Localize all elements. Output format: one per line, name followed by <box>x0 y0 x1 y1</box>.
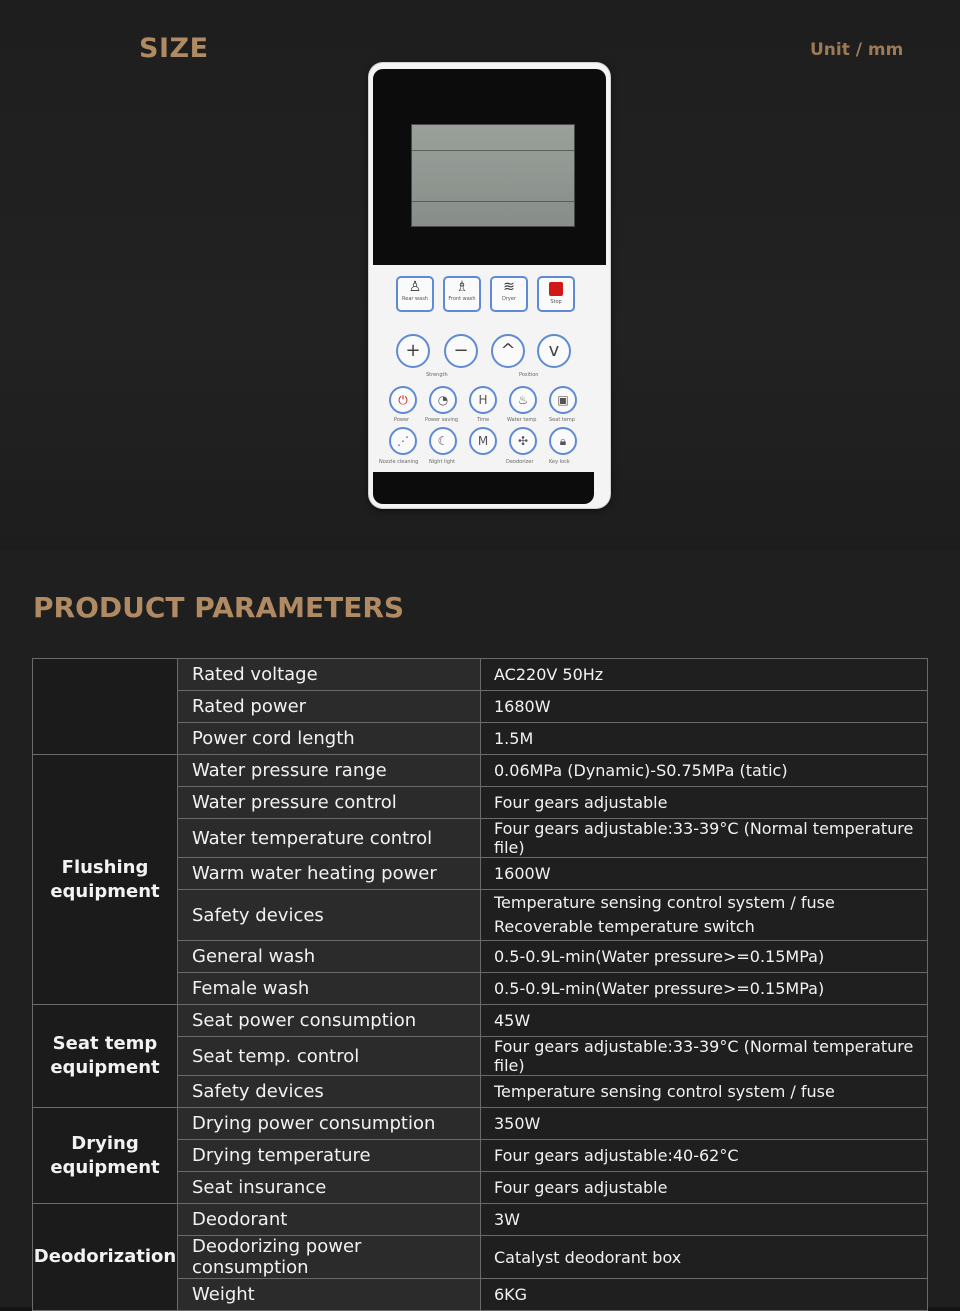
power-icon: ⏻ <box>389 386 417 414</box>
remote-control-image: ♙ Rear wash ♗ Front wash ≋ Dryer Stop + − ^ v Strength Position ⏻ ◔ H ♨ ▣ Power Power saving Time Water temp Seat temp ⋰ ☾ M ✣ 🔒︎ Nozzle cleaning Night light Deodorizer Key lock <box>369 63 610 508</box>
table-row: Drying temperature Four gears adjustable:40-62°C <box>33 1140 928 1172</box>
dryer-button: ≋ Dryer <box>490 276 528 312</box>
table-row: Power cord length 1.5M <box>33 723 928 755</box>
table-row: Water temperature control Four gears adjustable:33-39°C (Normal temperature file) <box>33 819 928 858</box>
table-row: Rated power 1680W <box>33 691 928 723</box>
category-cell <box>33 659 178 755</box>
deodorizer-icon: ✣ <box>509 427 537 455</box>
table-row: Seat insurance Four gears adjustable <box>33 1172 928 1204</box>
table-row: Seat temp equipment Seat power consumption 45W <box>33 1005 928 1037</box>
water-temp-icon: ♨ <box>509 386 537 414</box>
stop-button: Stop <box>537 276 575 312</box>
m-button: M <box>469 427 497 455</box>
table-row: Water pressure control Four gears adjustable <box>33 787 928 819</box>
position-label: Position <box>519 372 539 378</box>
plus-button: + <box>396 334 430 368</box>
table-row: Seat temp. control Four gears adjustable:33-39°C (Normal temperature file) <box>33 1037 928 1076</box>
table-row: Flushing equipment Water pressure range 0.06MPa (Dynamic)-S0.75MPa (tatic) <box>33 755 928 787</box>
table-row: Safety devices Temperature sensing control system / fuse Recoverable temperature switch <box>33 890 928 941</box>
night-light-icon: ☾ <box>429 427 457 455</box>
h-button: H <box>469 386 497 414</box>
rear-wash-icon: ♙ <box>408 279 422 295</box>
remote-bottom-band <box>373 472 594 504</box>
category-cell-deodorization: Deodorization <box>33 1204 178 1311</box>
size-section <box>0 0 960 550</box>
table-row: Rated voltage AC220V 50Hz <box>33 659 928 691</box>
table-row: Drying equipment Drying power consumption 350W <box>33 1108 928 1140</box>
size-title: SIZE <box>139 33 209 64</box>
category-cell-flushing: Flushing equipment <box>33 755 178 1005</box>
down-button: v <box>537 334 571 368</box>
table-row: Warm water heating power 1600W <box>33 858 928 890</box>
up-button: ^ <box>491 334 525 368</box>
lcd-screen <box>411 124 575 227</box>
key-lock-icon: 🔒︎ <box>549 427 577 455</box>
category-cell-seat-temp: Seat temp equipment <box>33 1005 178 1108</box>
parameters-title: PRODUCT PARAMETERS <box>33 591 405 624</box>
table-row: General wash 0.5-0.9L-min(Water pressure>=0.15MPa) <box>33 941 928 973</box>
table-row: Deodorization Deodorant 3W <box>33 1204 928 1236</box>
nozzle-cleaning-icon: ⋰ <box>389 427 417 455</box>
table-row: Weight 6KG <box>33 1279 928 1311</box>
power-saving-icon: ◔ <box>429 386 457 414</box>
stop-icon <box>549 282 563 296</box>
table-row: Deodorizing power consumption Catalyst deodorant box <box>33 1236 928 1279</box>
table-row: Safety devices Temperature sensing control system / fuse <box>33 1076 928 1108</box>
category-cell-drying: Drying equipment <box>33 1108 178 1204</box>
minus-button: − <box>444 334 478 368</box>
front-wash-icon: ♗ <box>455 279 469 295</box>
remote-display-panel <box>373 69 606 265</box>
seat-temp-icon: ▣ <box>549 386 577 414</box>
parameters-table <box>32 658 928 1311</box>
strength-label: Strength <box>426 372 448 378</box>
table-row: Female wash 0.5-0.9L-min(Water pressure>=0.15MPa) <box>33 973 928 1005</box>
rear-wash-button: ♙ Rear wash <box>396 276 434 312</box>
front-wash-button: ♗ Front wash <box>443 276 481 312</box>
unit-label: Unit / mm <box>810 40 904 60</box>
dryer-icon: ≋ <box>503 279 515 295</box>
